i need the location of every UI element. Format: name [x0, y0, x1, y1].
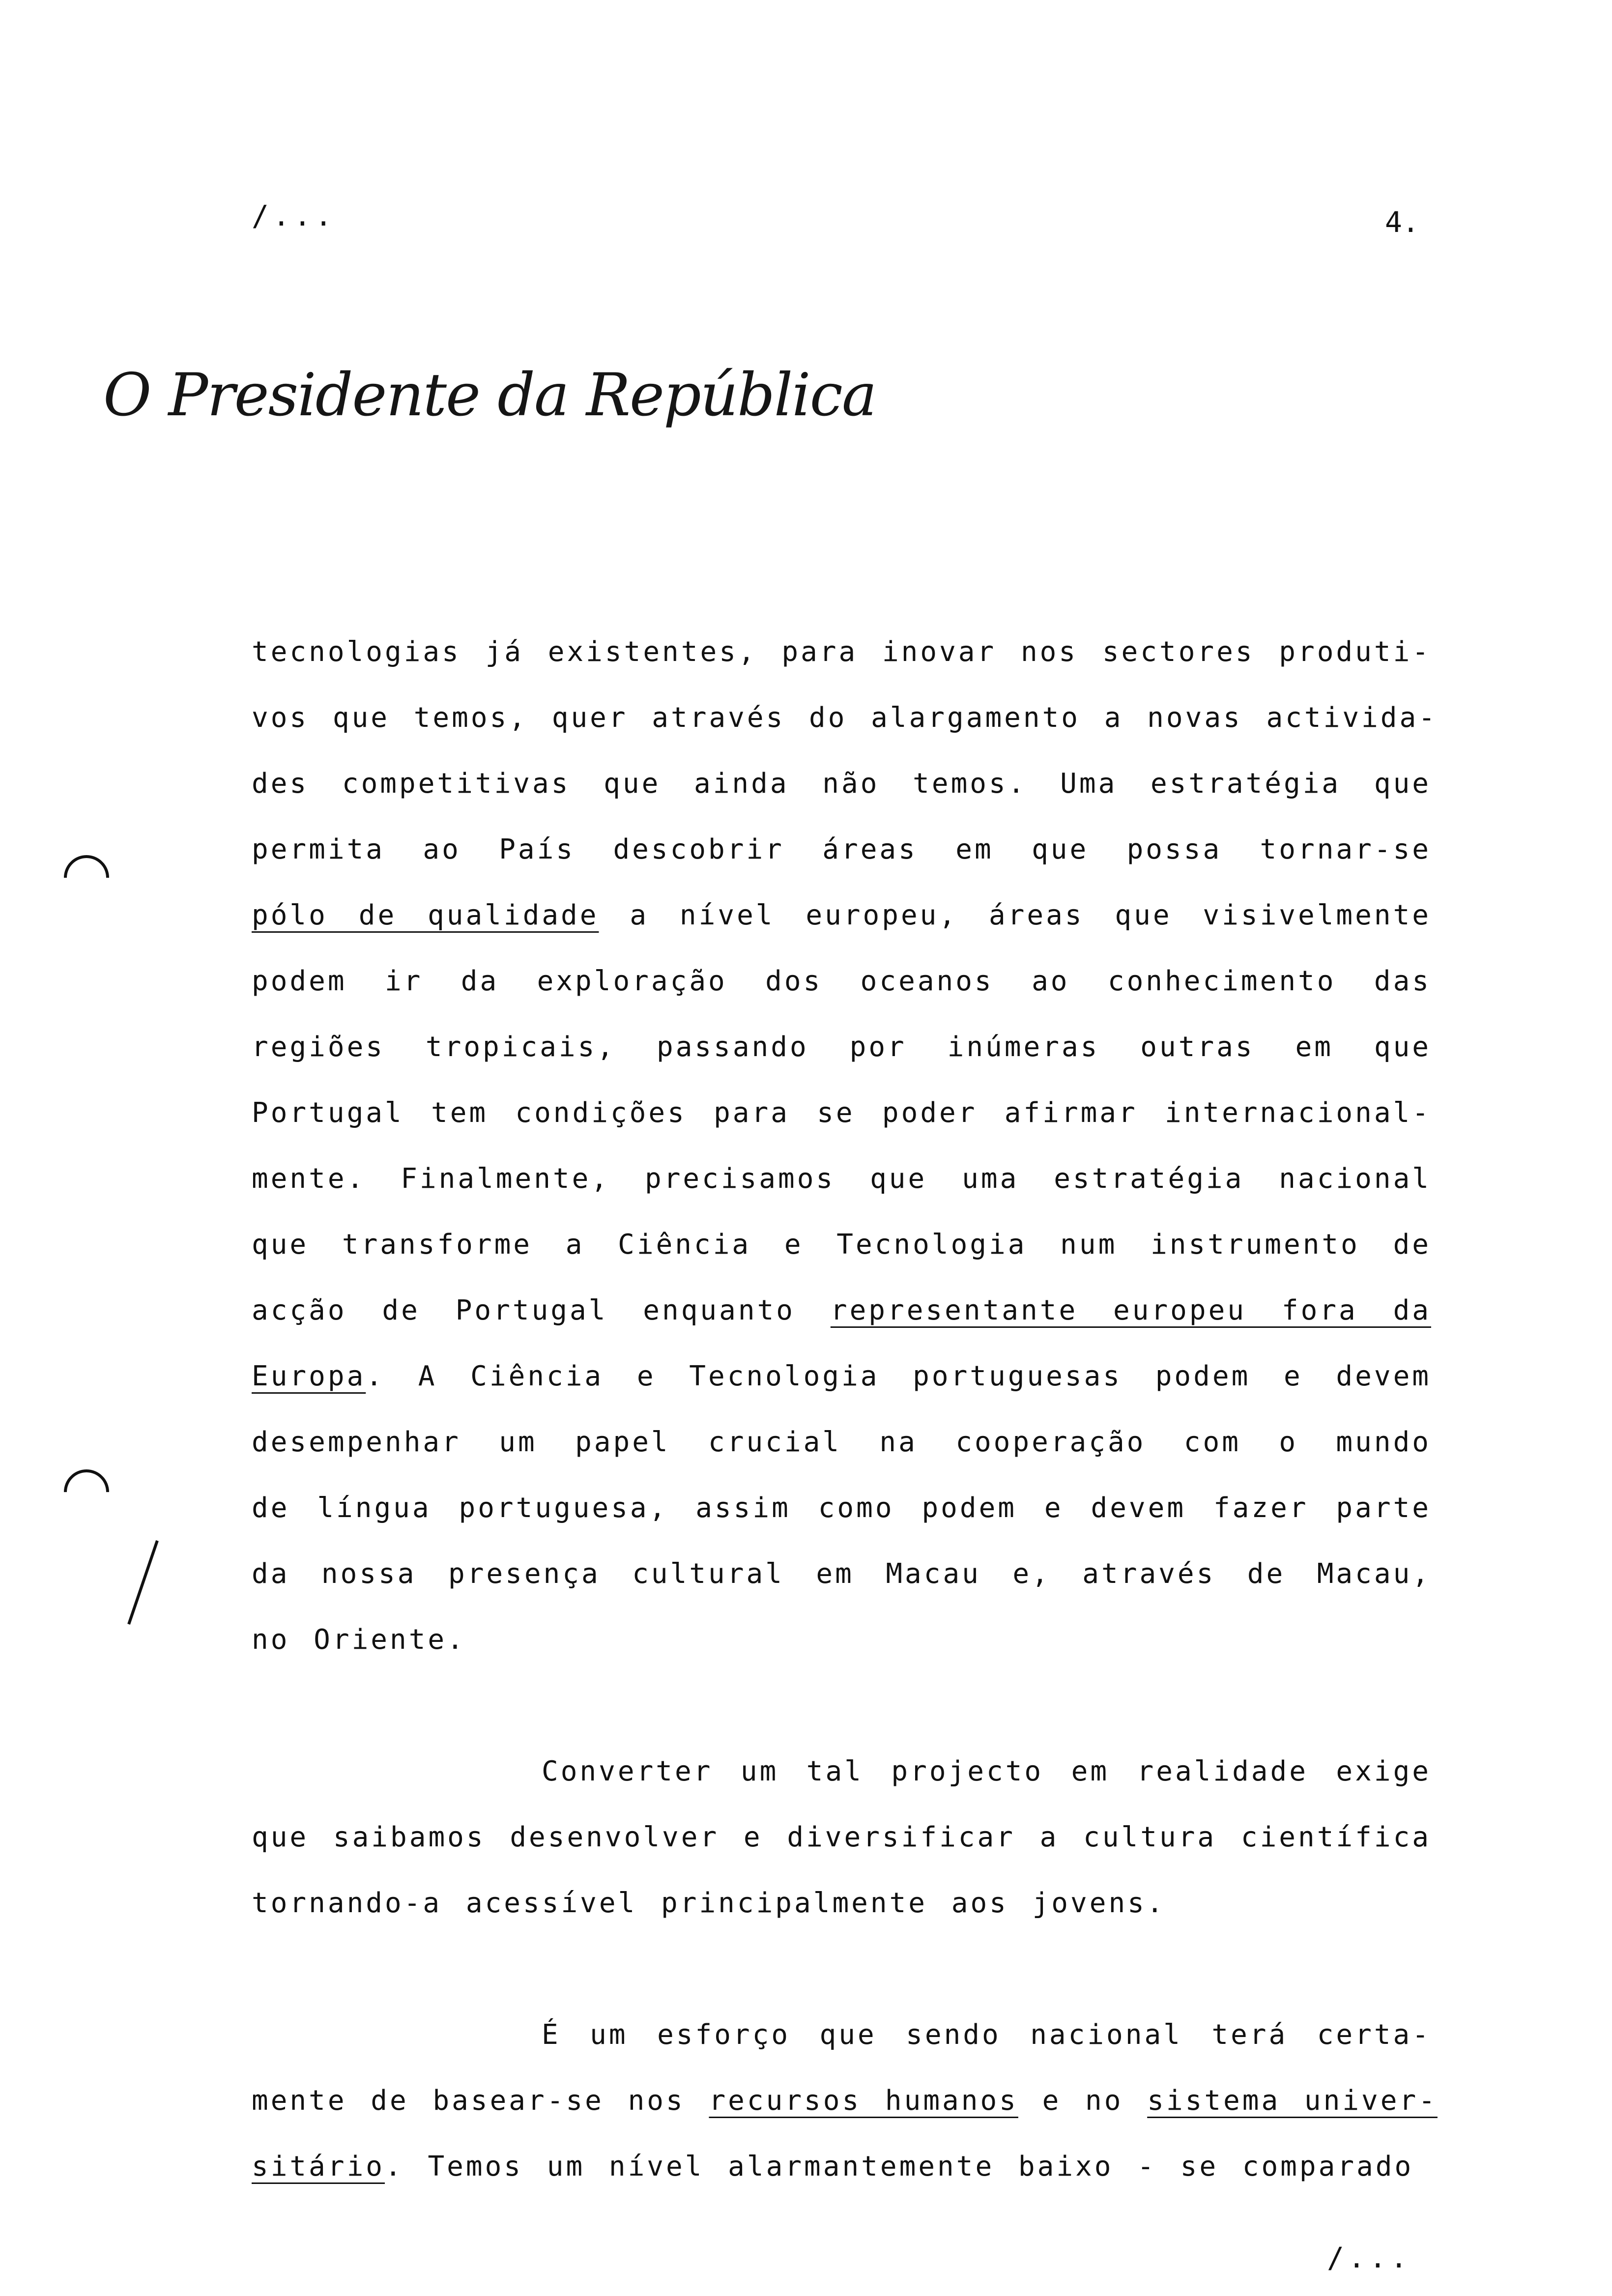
- text-line: [252, 1278, 1431, 1344]
- text-segment: tornando-a acessível principalmente aos jovens.: [252, 1887, 1166, 1919]
- margin-arc-mark: [55, 846, 118, 910]
- paragraph-gap: [252, 1673, 1431, 1739]
- letterhead-script-title: O Presidente da República: [103, 361, 876, 430]
- text-line: [252, 1344, 1431, 1409]
- paragraph-gap: [252, 1936, 1431, 2002]
- text-line: [252, 1014, 1431, 1080]
- text-line: [252, 1080, 1431, 1146]
- body-text: [252, 619, 1438, 2200]
- text-line: [252, 1870, 1431, 1936]
- text-segment: tecnologias já existentes, para inovar nos sectores produti-: [252, 636, 1431, 668]
- text-segment: . A Ciência e Tecnologia portuguesas podem e devem: [366, 1360, 1431, 1392]
- text-segment: Portugal tem condições para se poder afirmar internacional-: [252, 1097, 1431, 1129]
- text-segment: . Temos um nível alarmantemente baixo - se comparado: [385, 2151, 1414, 2182]
- text-segment: mente de basear-se nos: [252, 2085, 709, 2117]
- text-segment: no Oriente.: [252, 1624, 466, 1656]
- text-line: [252, 685, 1438, 751]
- text-segment: a nível europeu, áreas que visivelmente: [599, 899, 1431, 931]
- text-segment: É um esforço que sendo nacional terá certa-: [542, 2019, 1431, 2051]
- text-line: [252, 1146, 1431, 1212]
- text-line: [252, 817, 1431, 883]
- text-line: [252, 1475, 1431, 1541]
- footer-continuation-mark: /...: [1327, 2241, 1411, 2274]
- text-line: [252, 2068, 1438, 2134]
- text-segment: permita ao País descobrir áreas em que possa tornar-se: [252, 833, 1431, 865]
- text-segment: des competitivas que ainda não temos. Uma estratégia que: [252, 768, 1431, 800]
- page-number: 4.: [1385, 205, 1419, 239]
- text-line: [252, 751, 1431, 817]
- text-line: [252, 883, 1431, 948]
- text-line: [252, 2134, 1431, 2200]
- text-segment: que saibamos desenvolver e diversificar a cultura científica: [252, 1821, 1431, 1853]
- paragraph: [252, 619, 1438, 1673]
- paragraph: [252, 2002, 1438, 2200]
- text-segment: mente. Finalmente, precisamos que uma estratégia nacional: [252, 1163, 1431, 1195]
- text-line: [252, 1805, 1431, 1870]
- text-line: [252, 619, 1431, 685]
- text-segment: e no: [1018, 2085, 1148, 2117]
- text-line: [252, 1739, 1431, 1805]
- underlined-text: pólo de qualidade: [252, 899, 599, 931]
- text-segment: da nossa presença cultural em Macau e, através de Macau,: [252, 1558, 1431, 1590]
- text-line: [252, 1212, 1431, 1278]
- underlined-text: Europa: [252, 1360, 366, 1392]
- underlined-text: recursos humanos: [709, 2085, 1018, 2117]
- text-line: [252, 2002, 1431, 2068]
- text-segment: desempenhar um papel crucial na cooperação com o mundo: [252, 1426, 1431, 1458]
- text-segment: que transforme a Ciência e Tecnologia num instrumento de: [252, 1229, 1431, 1261]
- text-line: [252, 1541, 1431, 1607]
- text-line: [252, 948, 1431, 1014]
- header-continuation-mark: /...: [252, 199, 336, 232]
- text-segment: regiões tropicais, passando por inúmeras outras em que: [252, 1031, 1431, 1063]
- text-segment: Converter um tal projecto em realidade exige: [542, 1755, 1431, 1787]
- paragraph: [252, 1739, 1431, 1936]
- margin-arc-mark: [55, 1460, 118, 1524]
- text-segment: podem ir da exploração dos oceanos ao conhecimento das: [252, 965, 1431, 997]
- underlined-text: sistema univer-: [1147, 2085, 1438, 2117]
- text-line: [252, 1607, 1431, 1673]
- margin-slash-mark: [123, 1538, 162, 1627]
- text-segment: de língua portuguesa, assim como podem e devem fazer parte: [252, 1492, 1431, 1524]
- underlined-text: sitário: [252, 2151, 385, 2182]
- text-segment: vos que temos, quer através do alargamento a novas activida-: [252, 702, 1438, 734]
- underlined-text: representante europeu fora da: [830, 1294, 1431, 1326]
- text-line: [252, 1409, 1431, 1475]
- text-segment: acção de Portugal enquanto: [252, 1294, 831, 1326]
